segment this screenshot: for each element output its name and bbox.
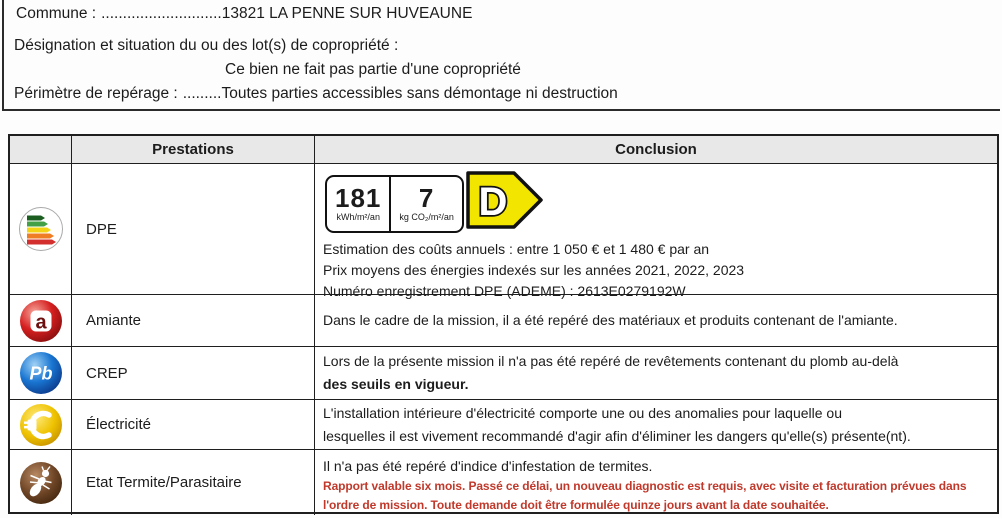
crep-conclusion-line1: Lors de la présente mission il n'a pas été repéré de revêtements contenant du plomb au-delà [323,353,899,369]
dpe-co2-value: 7 [418,183,435,213]
amiante-label: Amiante [72,295,315,347]
dpe-energy-value: 181 [335,183,382,213]
commune-dots: ............................ [101,5,222,22]
designation-label: Désignation et situation du ou des lot(s) de copropriété : [14,37,399,54]
amiante-conclusion-text: Dans le cadre de la mission, il a été repéré des matériaux et produits contenant de l'amiante. [323,312,898,328]
termite-note-line2: l'ordre de mission. Toute demande doit être formulée quinze jours avant la date souhaitée. [323,498,829,512]
amiante-conclusion [315,295,997,347]
crep-conclusion-line2: des seuils en vigueur. [323,376,469,392]
termite-conclusion-text: Il n'a pas été repéré d'indice d'infestation de termites. [323,458,653,474]
crep-conclusion [315,347,997,400]
crep-label: CREP [72,347,315,400]
dpe-energy-value-block [327,177,389,231]
perimetre-dots: ......... [182,85,222,102]
termite-note-line1: Rapport valable six mois. Passé ce délai, un nouveau diagnostic est requis, avec visite et facturation prévues dans [323,479,967,493]
asbestos-icon [18,298,64,344]
diagnostics-table [8,134,999,514]
perimetre-value: Toutes parties accessibles sans démontage ni destruction [221,85,618,102]
designation-value: Ce bien ne fait pas partie d'une copropriété [225,61,521,78]
svg-text:a: a [34,311,47,333]
perimetre-label: Périmètre de repérage : [14,85,178,102]
dpe-class-letter: D [478,180,508,224]
perimetre-line [14,85,618,103]
crep-icon-cell [10,347,72,400]
dpe-conclusion-cell [315,164,997,299]
dpe-energy-scale-icon [18,206,64,252]
dpe-line-ademe: Numéro enregistrement DPE (ADEME) : 2613E0279192W [323,283,686,299]
dpe-rating-badge [325,171,989,236]
termite-label: Etat Termite/Parasitaire [72,450,315,515]
electricite-icon-cell [10,400,72,450]
dpe-class-arrow [466,171,544,236]
electricite-label: Électricité [72,400,315,450]
electric-plug-icon [18,402,64,448]
termite-icon-cell [10,450,72,515]
dpe-icon-cell [10,164,72,295]
dpe-co2-unit: kg CO₂/m²/an [399,212,454,222]
electricite-line2: lesquelles il est vivement recommandé d'agir afin d'éliminer les dangers qu'elle(s) présente(nt). [323,427,911,444]
dpe-label: DPE [72,164,315,295]
property-info-section [2,0,1000,111]
commune-line [16,5,472,23]
header-icon-cell [10,136,72,164]
electricite-line1: L'installation intérieure d'électricité comporte une ou des anomalies pour laquelle ou [323,404,842,421]
termite-conclusion [315,450,997,515]
dpe-text-lines [323,239,989,302]
dpe-energy-unit: kWh/m²/an [336,212,380,222]
commune-label: Commune : [16,5,97,22]
dpe-values-box [325,175,464,233]
amiante-icon-cell [10,295,72,347]
header-prestations: Prestations [72,136,315,164]
dpe-line-costs: Estimation des coûts annuels : entre 1 050 € et 1 480 € par an [323,241,710,257]
header-conclusion: Conclusion [315,136,997,164]
electricite-conclusion [315,400,997,450]
termite-icon [18,460,64,506]
commune-value: 13821 LA PENNE SUR HUVEAUNE [221,5,473,22]
dpe-line-prices: Prix moyens des énergies indexés sur les années 2021, 2022, 2023 [323,262,745,278]
svg-text:Pb: Pb [28,363,53,384]
dpe-co2-value-block [391,177,462,231]
lead-pb-icon [18,350,64,396]
